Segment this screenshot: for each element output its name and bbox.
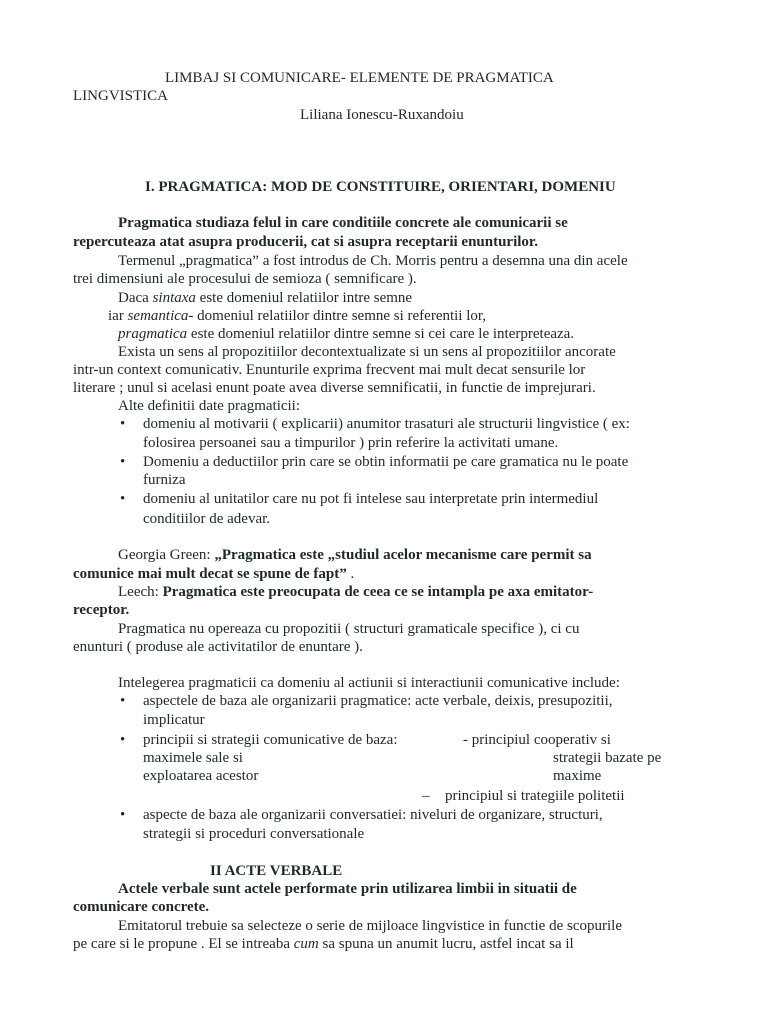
list-item-5-right-3: maxime: [553, 768, 602, 784]
bullet-marker: •: [120, 491, 126, 507]
list-item-2: Domeniu a deductiilor prin care se obtin informatii pe care gramatica nu le poate: [143, 454, 629, 470]
paragraph-sens: Exista un sens al propozitiilor decontextualizate si un sens al propozitiilor ancorate: [118, 344, 616, 360]
list-item-6-cont: strategii si proceduri conversationale: [143, 826, 365, 842]
title-line-2: LINGVISTICA: [73, 88, 168, 104]
bullet-marker: •: [120, 807, 126, 823]
bullet-marker: •: [120, 693, 126, 709]
list-item-5: principii si strategii comunicative de baza:: [143, 732, 398, 748]
paragraph-sintaxa: Daca sintaxa este domeniul relatiilor intre semne: [118, 290, 413, 306]
list-item-6: aspecte de baza ale organizarii conversatiei: niveluri de organizare, structuri,: [143, 807, 603, 823]
paragraph-sens-cont-2: literare ; unul si acelasi enunt poate avea diverse semnificatii, in functie de imprejurari.: [73, 380, 596, 396]
paragraph-acte-verbale-cont: comunicare concrete.: [73, 899, 210, 915]
list-item-4-cont: implicatur: [143, 712, 205, 728]
paragraph-propozitii-cont: enunturi ( produse ale activitatilor de enuntare ).: [73, 639, 363, 655]
list-item-3: domeniu al unitatilor care nu pot fi intelese sau interpretate prin intermediul: [143, 491, 599, 507]
paragraph-propozitii: Pragmatica nu opereaza cu propozitii ( structuri gramaticale specifice ), ci cu: [118, 621, 580, 637]
paragraph-semantica: iar semantica- domeniul relatiilor dintre semne si referentii lor,: [108, 308, 487, 324]
paragraph-acte-verbale: Actele verbale sunt actele performate prin utilizarea limbii in situatii de: [118, 881, 577, 897]
title-line-1: LIMBAJ SI COMUNICARE- ELEMENTE DE PRAGMATICA: [165, 70, 554, 86]
bullet-marker: •: [120, 416, 126, 432]
paragraph-emitatorul-cont: pe care si le propune . El se intreaba cum sa spuna un anumit lucru, astfel incat sa il: [73, 936, 574, 952]
paragraph-morris: Termenul „pragmatica” a fost introdus de Ch. Morris pentru a desemna una din acele: [118, 253, 628, 269]
paragraph-definition: Pragmatica studiaza felul in care conditiile concrete ale comunicarii se: [118, 215, 568, 231]
paragraph-definition-cont: repercuteaza atat asupra producerii, cat si asupra receptarii enunturilor.: [73, 234, 538, 250]
quote-leech-cont: receptor.: [73, 602, 130, 618]
list-item-4: aspectele de baza ale organizarii pragmatice: acte verbale, deixis, presupozitii,: [143, 693, 613, 709]
section-heading-2: II ACTE VERBALE: [210, 863, 343, 879]
list-item-5-cont-2: exploatarea acestor: [143, 768, 259, 784]
bullet-marker: •: [120, 454, 126, 470]
dash-marker: –: [422, 788, 430, 804]
quote-leech: Leech: Pragmatica este preocupata de ceea ce se intampla pe axa emitator-: [118, 584, 594, 600]
quote-green: Georgia Green: „Pragmatica este „studiul acelor mecanisme care permit sa: [118, 547, 592, 563]
paragraph-sens-cont-1: intr-un context comunicativ. Enunturile exprima frecvent mai mult decat sensurile lor: [73, 362, 586, 378]
paragraph-alte-definitii: Alte definitii date pragmaticii:: [118, 398, 301, 414]
list-item-5-sub: principiul si trategiile politetii: [445, 788, 625, 804]
paragraph-intelegerea: Intelegerea pragmaticii ca domeniu al actiunii si interactiunii comunicative include:: [118, 675, 620, 691]
list-item-5-right-2: strategii bazate pe: [553, 750, 662, 766]
author-name: Liliana Ionescu-Ruxandoiu: [300, 107, 464, 123]
paragraph-pragmatica: pragmatica este domeniul relatiilor dintre semne si cei care le interpreteaza.: [118, 326, 575, 342]
section-heading-1: I. PRAGMATICA: MOD DE CONSTITUIRE, ORIENTARI, DOMENIU: [145, 179, 616, 195]
list-item-5-cont-1: maximele sale si: [143, 750, 243, 766]
list-item-1: domeniu al motivarii ( explicarii) anumitor trasaturi ale structurii lingvistice ( ex:: [143, 416, 630, 432]
paragraph-morris-cont: trei dimensiuni ale procesului de semioza ( semnificare ).: [73, 271, 417, 287]
list-item-5-right: - principiul cooperativ si: [463, 732, 611, 748]
list-item-3-cont: conditiilor de adevar.: [143, 511, 271, 527]
paragraph-emitatorul: Emitatorul trebuie sa selecteze o serie de mijloace lingvistice in functie de scopurile: [118, 918, 622, 934]
quote-green-cont: comunice mai mult decat se spune de fapt” .: [73, 566, 355, 582]
bullet-marker: •: [120, 732, 126, 748]
list-item-1-cont: folosirea persoanei sau a timpurilor ) prin referire la activitati umane.: [143, 435, 559, 451]
list-item-2-cont: furniza: [143, 472, 186, 488]
